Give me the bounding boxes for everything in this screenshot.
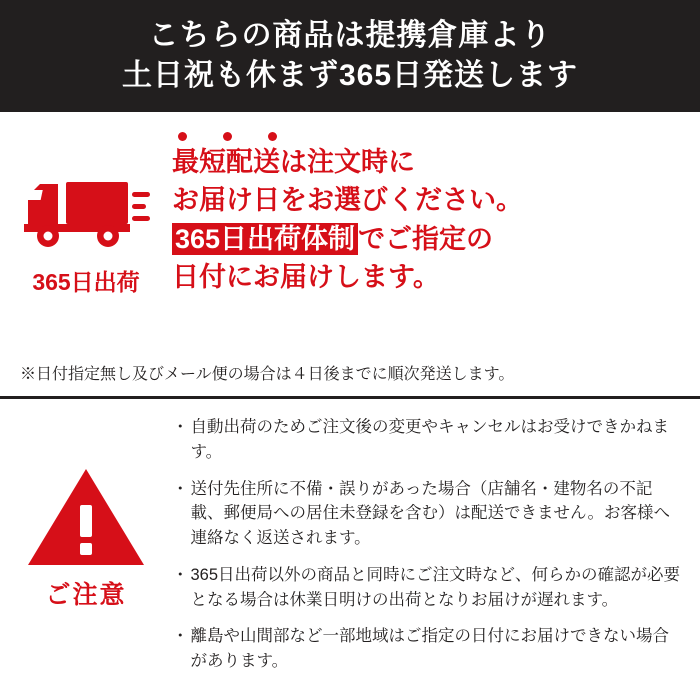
dot-icon: [223, 132, 232, 141]
delivery-truck-icon: [20, 170, 152, 256]
caution-item-text: 365日出荷以外の商品と同時にご注文時など、何らかの確認が必要となる場合は休業日明けの出荷となりお届けが遅れます。: [190, 565, 681, 609]
shipping-line-3: [172, 220, 682, 258]
list-item: [172, 563, 684, 613]
header-line-1: こちらの商品は提携倉庫より: [148, 19, 552, 53]
shipping-main-row: [0, 124, 700, 355]
shipping-text-column: [172, 124, 700, 296]
dot-icon: [178, 132, 187, 141]
banner-header: [0, 0, 700, 112]
header-line-2: 土日祝も休まず365日発送します: [121, 59, 579, 92]
list-item: [172, 415, 684, 465]
decorative-dots: [178, 132, 682, 141]
caution-item-text: 離島や山間部など一部地域はご指定の日付にお届けできない場合があります。: [190, 627, 669, 670]
bullet-icon: ・: [172, 479, 189, 498]
shipping-section: [0, 112, 700, 399]
caution-section: [0, 399, 700, 700]
shipping-line-2: お届け日をお選びください。: [172, 185, 523, 216]
caution-item-text: 送付先住所に不備・誤りがあった場合（店舗名・建物名の不記載、郵便局への居住未登録を含む）は配送できません。お客様へ連絡なく返送されます。: [190, 479, 670, 547]
shipping-highlight: 365日出荷体制: [172, 223, 358, 255]
caution-list: [172, 413, 700, 674]
dot-icon: [268, 132, 277, 141]
warning-triangle-icon: [26, 465, 146, 569]
shipping-line-1: 最短配送は注文時に: [172, 147, 415, 177]
shipping-note: ※日付指定無し及びメール便の場合は４日後までに順次発送します。: [20, 366, 515, 384]
caution-item-text: 自動出荷のためご注文後の変更やキャンセルはお受けできかねます。: [190, 418, 669, 461]
truck-label: 365日出荷: [32, 269, 140, 295]
list-item: [172, 477, 684, 551]
caution-icon-column: [0, 413, 172, 611]
list-item: [172, 624, 684, 674]
caution-label: ご注意: [45, 581, 127, 609]
truck-column: [0, 124, 172, 297]
shipping-line-3-rest: でご指定の: [358, 223, 494, 254]
bullet-icon: ・: [172, 418, 189, 436]
bullet-icon: ・: [172, 565, 189, 584]
shipping-line-4: 日付にお届けします。: [172, 261, 440, 292]
bullet-icon: ・: [172, 627, 189, 646]
